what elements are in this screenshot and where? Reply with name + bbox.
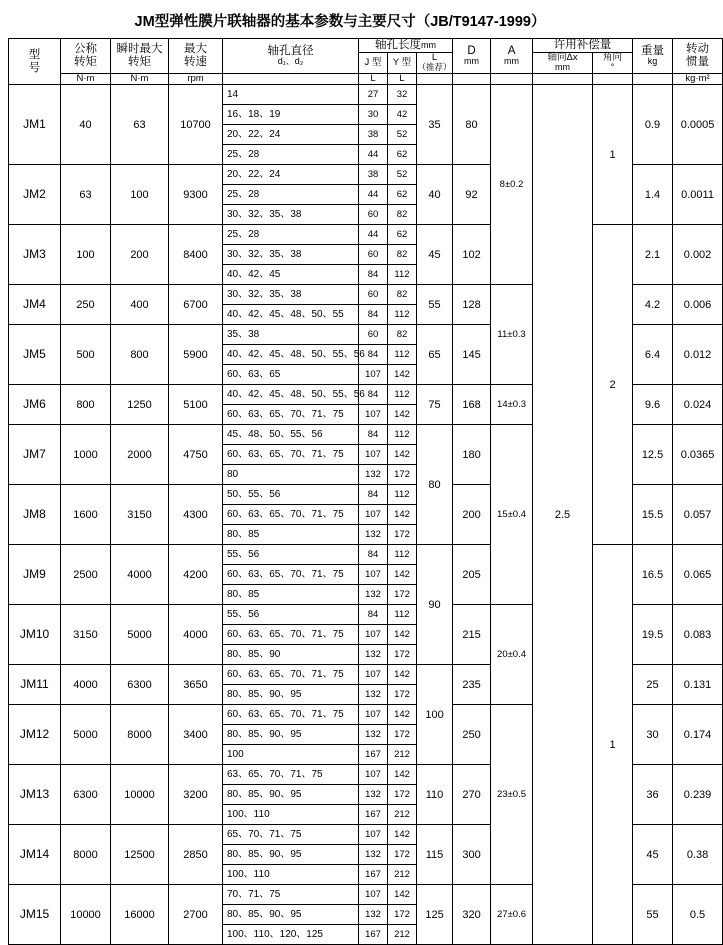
cell-weight: 25 bbox=[633, 665, 673, 705]
cell-model: JM10 bbox=[9, 605, 61, 665]
cell-weight: 16.5 bbox=[633, 545, 673, 605]
cell-L-J: 27 bbox=[359, 85, 388, 105]
cell-inertia: 0.006 bbox=[673, 285, 723, 325]
cell-L-Y: 52 bbox=[388, 125, 417, 145]
cell-L-recommended: 90 bbox=[417, 545, 453, 665]
th-peak-torque: 瞬时最大 转矩 bbox=[111, 39, 169, 74]
cell-bore-diameter: 80、85、90、95 bbox=[223, 725, 359, 745]
cell-model: JM1 bbox=[9, 85, 61, 165]
cell-model: JM3 bbox=[9, 225, 61, 285]
cell-D: 92 bbox=[453, 165, 491, 225]
cell-L-J: 84 bbox=[359, 605, 388, 625]
cell-L-recommended: 100 bbox=[417, 665, 453, 765]
cell-model: JM15 bbox=[9, 885, 61, 945]
cell-model: JM11 bbox=[9, 665, 61, 705]
th-Y-type: Y 型 bbox=[388, 52, 417, 73]
page-title: JM型弹性膜片联轴器的基本参数与主要尺寸（JB/T9147-1999） bbox=[134, 14, 546, 30]
table-header-row-3 bbox=[9, 73, 723, 84]
cell-L-Y: 172 bbox=[388, 845, 417, 865]
cell-L-J: 84 bbox=[359, 545, 388, 565]
cell-L-J: 84 bbox=[359, 485, 388, 505]
cell-A: 8±0.2 bbox=[491, 85, 533, 285]
cell-L-J: 60 bbox=[359, 205, 388, 225]
cell-weight: 36 bbox=[633, 765, 673, 825]
cell-L-Y: 172 bbox=[388, 685, 417, 705]
cell-A: 11±0.3 bbox=[491, 285, 533, 385]
cell-D: 320 bbox=[453, 885, 491, 945]
cell-L-Y: 32 bbox=[388, 85, 417, 105]
cell-max-speed: 4300 bbox=[169, 485, 223, 545]
cell-max-speed: 4200 bbox=[169, 545, 223, 605]
cell-model: JM13 bbox=[9, 765, 61, 825]
th-A-unit bbox=[491, 73, 533, 84]
cell-D: 200 bbox=[453, 485, 491, 545]
th-L-Y: L bbox=[388, 73, 417, 84]
cell-L-J: 132 bbox=[359, 725, 388, 745]
cell-inertia: 0.065 bbox=[673, 545, 723, 605]
cell-peak-torque: 1250 bbox=[111, 385, 169, 425]
cell-L-recommended: 45 bbox=[417, 225, 453, 285]
cell-inertia: 0.057 bbox=[673, 485, 723, 545]
cell-L-recommended: 125 bbox=[417, 885, 453, 945]
cell-bore-diameter: 80、85、90、95 bbox=[223, 905, 359, 925]
th-bore-diameter: 轴孔直径 d₁、d₂ bbox=[223, 39, 359, 74]
cell-L-J: 84 bbox=[359, 345, 388, 365]
cell-weight: 2.1 bbox=[633, 225, 673, 285]
cell-L-Y: 172 bbox=[388, 465, 417, 485]
cell-L-J: 44 bbox=[359, 225, 388, 245]
cell-bore-diameter: 40、42、45 bbox=[223, 265, 359, 285]
cell-L-J: 107 bbox=[359, 565, 388, 585]
cell-max-speed: 3200 bbox=[169, 765, 223, 825]
cell-peak-torque: 200 bbox=[111, 225, 169, 285]
cell-bore-diameter: 20、22、24 bbox=[223, 125, 359, 145]
cell-inertia: 0.38 bbox=[673, 825, 723, 885]
cell-L-recommended: 35 bbox=[417, 85, 453, 165]
cell-L-J: 107 bbox=[359, 625, 388, 645]
cell-L-J: 84 bbox=[359, 425, 388, 445]
cell-bore-diameter: 45、48、50、55、56 bbox=[223, 425, 359, 445]
cell-peak-torque: 100 bbox=[111, 165, 169, 225]
cell-bore-diameter: 65、70、71、75 bbox=[223, 825, 359, 845]
cell-model: JM6 bbox=[9, 385, 61, 425]
cell-bore-diameter: 60、63、65、70、71、75 bbox=[223, 445, 359, 465]
table-header-row-1 bbox=[9, 39, 723, 53]
cell-L-J: 84 bbox=[359, 265, 388, 285]
cell-L-Y: 172 bbox=[388, 725, 417, 745]
th-J-type: J 型 bbox=[359, 52, 388, 73]
th-A: A mm bbox=[491, 39, 533, 74]
cell-peak-torque: 63 bbox=[111, 85, 169, 165]
th-D: D mm bbox=[453, 39, 491, 74]
cell-L-Y: 212 bbox=[388, 805, 417, 825]
cell-L-J: 30 bbox=[359, 105, 388, 125]
cell-bore-diameter: 60、63、65、70、71、75 bbox=[223, 705, 359, 725]
cell-L-J: 132 bbox=[359, 905, 388, 925]
cell-D: 180 bbox=[453, 425, 491, 485]
cell-L-Y: 82 bbox=[388, 325, 417, 345]
cell-D: 250 bbox=[453, 705, 491, 765]
cell-L-Y: 112 bbox=[388, 485, 417, 505]
table-row bbox=[9, 545, 723, 565]
cell-L-Y: 172 bbox=[388, 785, 417, 805]
cell-L-Y: 212 bbox=[388, 925, 417, 945]
cell-L-Y: 212 bbox=[388, 745, 417, 765]
cell-bore-diameter: 16、18、19 bbox=[223, 105, 359, 125]
cell-weight: 55 bbox=[633, 885, 673, 945]
cell-inertia: 0.131 bbox=[673, 665, 723, 705]
th-inertia-unit: kg·m² bbox=[673, 73, 723, 84]
th-bore-length: 轴孔长度mm bbox=[359, 39, 453, 53]
cell-L-Y: 82 bbox=[388, 285, 417, 305]
cell-A: 20±0.4 bbox=[491, 605, 533, 705]
cell-weight: 0.9 bbox=[633, 85, 673, 165]
cell-angular-compensation: 2 bbox=[593, 225, 633, 545]
cell-L-Y: 142 bbox=[388, 505, 417, 525]
cell-L-recommended: 55 bbox=[417, 285, 453, 325]
cell-L-J: 44 bbox=[359, 185, 388, 205]
th-angular-compensation: 角向 ° bbox=[593, 52, 633, 73]
cell-L-J: 44 bbox=[359, 145, 388, 165]
cell-nominal-torque: 100 bbox=[61, 225, 111, 285]
cell-max-speed: 3650 bbox=[169, 665, 223, 705]
cell-L-J: 132 bbox=[359, 785, 388, 805]
cell-inertia: 0.239 bbox=[673, 765, 723, 825]
cell-bore-diameter: 60、63、65、70、71、75 bbox=[223, 405, 359, 425]
cell-nominal-torque: 500 bbox=[61, 325, 111, 385]
cell-D: 145 bbox=[453, 325, 491, 385]
cell-bore-diameter: 60、63、65、70、71、75 bbox=[223, 505, 359, 525]
cell-inertia: 0.024 bbox=[673, 385, 723, 425]
cell-angular-compensation: 1 bbox=[593, 85, 633, 225]
cell-inertia: 0.0011 bbox=[673, 165, 723, 225]
cell-inertia: 0.5 bbox=[673, 885, 723, 945]
cell-inertia: 0.0005 bbox=[673, 85, 723, 165]
cell-bore-diameter: 55、56 bbox=[223, 605, 359, 625]
cell-peak-torque: 4000 bbox=[111, 545, 169, 605]
cell-inertia: 0.174 bbox=[673, 705, 723, 765]
cell-L-Y: 62 bbox=[388, 225, 417, 245]
cell-max-speed: 8400 bbox=[169, 225, 223, 285]
cell-bore-diameter: 100、110 bbox=[223, 805, 359, 825]
th-compensation: 许用补偿量 bbox=[533, 39, 633, 53]
cell-peak-torque: 3150 bbox=[111, 485, 169, 545]
cell-L-Y: 142 bbox=[388, 625, 417, 645]
cell-max-speed: 4000 bbox=[169, 605, 223, 665]
cell-L-J: 167 bbox=[359, 745, 388, 765]
th-model: 型 号 bbox=[9, 39, 61, 85]
cell-bore-diameter: 30、32、35、38 bbox=[223, 285, 359, 305]
cell-L-Y: 142 bbox=[388, 365, 417, 385]
cell-L-Y: 142 bbox=[388, 885, 417, 905]
cell-peak-torque: 12500 bbox=[111, 825, 169, 885]
cell-L-Y: 212 bbox=[388, 865, 417, 885]
cell-L-J: 167 bbox=[359, 925, 388, 945]
table-body bbox=[9, 85, 723, 945]
cell-weight: 4.2 bbox=[633, 285, 673, 325]
cell-inertia: 0.083 bbox=[673, 605, 723, 665]
cell-L-Y: 112 bbox=[388, 265, 417, 285]
table-row bbox=[9, 85, 723, 105]
cell-L-J: 107 bbox=[359, 885, 388, 905]
cell-L-Y: 112 bbox=[388, 305, 417, 325]
cell-bore-diameter: 80、85、90、95 bbox=[223, 685, 359, 705]
cell-max-speed: 2850 bbox=[169, 825, 223, 885]
cell-L-J: 60 bbox=[359, 245, 388, 265]
cell-L-J: 107 bbox=[359, 765, 388, 785]
cell-max-speed: 3400 bbox=[169, 705, 223, 765]
cell-peak-torque: 2000 bbox=[111, 425, 169, 485]
cell-bore-diameter: 60、63、65、70、71、75 bbox=[223, 665, 359, 685]
cell-D: 80 bbox=[453, 85, 491, 165]
cell-weight: 9.6 bbox=[633, 385, 673, 425]
cell-L-J: 132 bbox=[359, 525, 388, 545]
cell-bore-diameter: 40、42、45、48、50、55 bbox=[223, 305, 359, 325]
cell-nominal-torque: 800 bbox=[61, 385, 111, 425]
cell-weight: 19.5 bbox=[633, 605, 673, 665]
th-nominal-unit: N·m bbox=[61, 73, 111, 84]
cell-nominal-torque: 6300 bbox=[61, 765, 111, 825]
cell-max-speed: 2700 bbox=[169, 885, 223, 945]
cell-L-J: 132 bbox=[359, 645, 388, 665]
cell-bore-diameter: 80、85、90、95 bbox=[223, 845, 359, 865]
th-bore-diameter-symbols: d₁、d₂ bbox=[277, 56, 304, 67]
cell-model: JM8 bbox=[9, 485, 61, 545]
cell-L-J: 107 bbox=[359, 365, 388, 385]
cell-bore-diameter: 14 bbox=[223, 85, 359, 105]
cell-peak-torque: 6300 bbox=[111, 665, 169, 705]
cell-D: 235 bbox=[453, 665, 491, 705]
th-weight-unit bbox=[633, 73, 673, 84]
cell-L-Y: 112 bbox=[388, 385, 417, 405]
cell-model: JM12 bbox=[9, 705, 61, 765]
th-axial-unit bbox=[533, 73, 593, 84]
cell-D: 102 bbox=[453, 225, 491, 285]
cell-L-Y: 112 bbox=[388, 345, 417, 365]
cell-L-J: 132 bbox=[359, 585, 388, 605]
cell-A: 23±0.5 bbox=[491, 705, 533, 885]
cell-D: 128 bbox=[453, 285, 491, 325]
cell-L-J: 107 bbox=[359, 705, 388, 725]
cell-model: JM4 bbox=[9, 285, 61, 325]
cell-D: 215 bbox=[453, 605, 491, 665]
cell-bore-diameter: 25、28 bbox=[223, 145, 359, 165]
th-L-recommended: L （推荐） bbox=[417, 51, 452, 73]
cell-max-speed: 6700 bbox=[169, 285, 223, 325]
cell-nominal-torque: 10000 bbox=[61, 885, 111, 945]
cell-bore-diameter: 80、85、90、95 bbox=[223, 785, 359, 805]
cell-bore-diameter: 63、65、70、71、75 bbox=[223, 765, 359, 785]
th-D-unit bbox=[453, 73, 491, 84]
cell-L-recommended: 75 bbox=[417, 385, 453, 425]
cell-bore-diameter: 25、28 bbox=[223, 225, 359, 245]
cell-nominal-torque: 250 bbox=[61, 285, 111, 325]
cell-L-recommended: 80 bbox=[417, 425, 453, 545]
cell-L-J: 107 bbox=[359, 405, 388, 425]
cell-weight: 45 bbox=[633, 825, 673, 885]
cell-L-Y: 82 bbox=[388, 245, 417, 265]
cell-L-Y: 112 bbox=[388, 545, 417, 565]
th-inertia: 转动 惯量 bbox=[673, 39, 723, 74]
cell-bore-diameter: 60、63、65、70、71、75 bbox=[223, 565, 359, 585]
cell-bore-diameter: 100 bbox=[223, 745, 359, 765]
th-axial-compensation: 轴向Δx mm bbox=[533, 52, 593, 73]
cell-L-J: 60 bbox=[359, 285, 388, 305]
cell-D: 300 bbox=[453, 825, 491, 885]
cell-D: 205 bbox=[453, 545, 491, 605]
cell-A: 14±0.3 bbox=[491, 385, 533, 425]
cell-L-J: 38 bbox=[359, 125, 388, 145]
cell-bore-diameter: 50、55、56 bbox=[223, 485, 359, 505]
cell-bore-diameter: 70、71、75 bbox=[223, 885, 359, 905]
th-peak-unit: N·m bbox=[111, 73, 169, 84]
cell-L-recommended: 40 bbox=[417, 165, 453, 225]
cell-bore-diameter: 40、42、45、48、50、55、56 bbox=[223, 345, 359, 365]
cell-bore-diameter: 20、22、24 bbox=[223, 165, 359, 185]
cell-peak-torque: 16000 bbox=[111, 885, 169, 945]
cell-nominal-torque: 1600 bbox=[61, 485, 111, 545]
cell-bore-diameter: 30、32、35、38 bbox=[223, 245, 359, 265]
cell-model: JM7 bbox=[9, 425, 61, 485]
cell-L-Y: 142 bbox=[388, 765, 417, 785]
cell-bore-diameter: 30、32、35、38 bbox=[223, 205, 359, 225]
cell-L-Y: 62 bbox=[388, 145, 417, 165]
cell-L-recommended: 115 bbox=[417, 825, 453, 885]
cell-max-speed: 9300 bbox=[169, 165, 223, 225]
cell-L-Y: 62 bbox=[388, 185, 417, 205]
cell-L-Y: 142 bbox=[388, 445, 417, 465]
cell-D: 270 bbox=[453, 765, 491, 825]
cell-L-Y: 52 bbox=[388, 165, 417, 185]
cell-bore-diameter: 25、28 bbox=[223, 185, 359, 205]
cell-nominal-torque: 4000 bbox=[61, 665, 111, 705]
th-weight: 重量 kg bbox=[633, 39, 673, 74]
cell-L-J: 60 bbox=[359, 325, 388, 345]
cell-L-J: 84 bbox=[359, 305, 388, 325]
cell-bore-diameter: 60、63、65、70、71、75 bbox=[223, 625, 359, 645]
cell-weight: 6.4 bbox=[633, 325, 673, 385]
cell-model: JM5 bbox=[9, 325, 61, 385]
cell-L-J: 107 bbox=[359, 825, 388, 845]
cell-L-J: 132 bbox=[359, 465, 388, 485]
cell-axial-compensation: 2.5 bbox=[533, 85, 593, 945]
cell-L-Y: 112 bbox=[388, 605, 417, 625]
cell-bore-diameter: 55、56 bbox=[223, 545, 359, 565]
cell-L-Y: 142 bbox=[388, 705, 417, 725]
th-nominal-torque: 公称 转矩 bbox=[61, 39, 111, 74]
cell-L-J: 167 bbox=[359, 865, 388, 885]
th-angular-unit bbox=[593, 73, 633, 84]
cell-nominal-torque: 2500 bbox=[61, 545, 111, 605]
cell-bore-diameter: 40、42、45、48、50、55、56 bbox=[223, 385, 359, 405]
cell-weight: 15.5 bbox=[633, 485, 673, 545]
th-speed-unit: rpm bbox=[169, 73, 223, 84]
cell-L-J: 132 bbox=[359, 845, 388, 865]
cell-nominal-torque: 40 bbox=[61, 85, 111, 165]
cell-L-Y: 172 bbox=[388, 525, 417, 545]
cell-peak-torque: 400 bbox=[111, 285, 169, 325]
th-max-speed: 最大 转速 bbox=[169, 39, 223, 74]
cell-weight: 1.4 bbox=[633, 165, 673, 225]
cell-L-Y: 172 bbox=[388, 645, 417, 665]
cell-A: 27±0.6 bbox=[491, 885, 533, 945]
cell-L-J: 107 bbox=[359, 665, 388, 685]
cell-nominal-torque: 8000 bbox=[61, 825, 111, 885]
cell-max-speed: 5900 bbox=[169, 325, 223, 385]
cell-nominal-torque: 63 bbox=[61, 165, 111, 225]
cell-L-Y: 142 bbox=[388, 665, 417, 685]
cell-bore-diameter: 100、110 bbox=[223, 865, 359, 885]
cell-L-Y: 142 bbox=[388, 825, 417, 845]
cell-bore-diameter: 80、85 bbox=[223, 585, 359, 605]
cell-nominal-torque: 5000 bbox=[61, 705, 111, 765]
cell-bore-diameter: 80、85 bbox=[223, 525, 359, 545]
cell-L-Y: 172 bbox=[388, 585, 417, 605]
cell-A: 15±0.4 bbox=[491, 425, 533, 605]
cell-bore-diameter: 100、110、120、125 bbox=[223, 925, 359, 945]
cell-L-J: 107 bbox=[359, 505, 388, 525]
cell-L-recommended: 110 bbox=[417, 765, 453, 825]
cell-L-J: 167 bbox=[359, 805, 388, 825]
th-L-rec-unit bbox=[417, 73, 453, 84]
cell-L-Y: 142 bbox=[388, 565, 417, 585]
cell-peak-torque: 5000 bbox=[111, 605, 169, 665]
cell-peak-torque: 10000 bbox=[111, 765, 169, 825]
cell-L-Y: 142 bbox=[388, 405, 417, 425]
cell-nominal-torque: 1000 bbox=[61, 425, 111, 485]
cell-L-Y: 82 bbox=[388, 205, 417, 225]
cell-L-J: 132 bbox=[359, 685, 388, 705]
cell-L-Y: 172 bbox=[388, 905, 417, 925]
cell-bore-diameter: 35、38 bbox=[223, 325, 359, 345]
cell-max-speed: 10700 bbox=[169, 85, 223, 165]
cell-bore-diameter: 80、85、90 bbox=[223, 645, 359, 665]
cell-nominal-torque: 3150 bbox=[61, 605, 111, 665]
cell-max-speed: 4750 bbox=[169, 425, 223, 485]
cell-angular-compensation: 1 bbox=[593, 545, 633, 945]
cell-model: JM2 bbox=[9, 165, 61, 225]
cell-max-speed: 5100 bbox=[169, 385, 223, 425]
th-bore-dia-unit bbox=[223, 73, 359, 84]
cell-L-J: 107 bbox=[359, 445, 388, 465]
cell-weight: 12.5 bbox=[633, 425, 673, 485]
cell-L-Y: 42 bbox=[388, 105, 417, 125]
cell-L-recommended: 65 bbox=[417, 325, 453, 385]
cell-peak-torque: 8000 bbox=[111, 705, 169, 765]
cell-bore-diameter: 60、63、65 bbox=[223, 365, 359, 385]
cell-D: 168 bbox=[453, 385, 491, 425]
th-L-J: L bbox=[359, 73, 388, 84]
coupling-spec-table bbox=[8, 38, 723, 945]
cell-L-J: 38 bbox=[359, 165, 388, 185]
cell-peak-torque: 800 bbox=[111, 325, 169, 385]
cell-inertia: 0.012 bbox=[673, 325, 723, 385]
cell-L-J: 84 bbox=[359, 385, 388, 405]
table-row bbox=[9, 225, 723, 245]
cell-model: JM14 bbox=[9, 825, 61, 885]
cell-inertia: 0.0365 bbox=[673, 425, 723, 485]
cell-model: JM9 bbox=[9, 545, 61, 605]
cell-weight: 30 bbox=[633, 705, 673, 765]
cell-L-Y: 112 bbox=[388, 425, 417, 445]
cell-inertia: 0.002 bbox=[673, 225, 723, 285]
cell-bore-diameter: 80 bbox=[223, 465, 359, 485]
